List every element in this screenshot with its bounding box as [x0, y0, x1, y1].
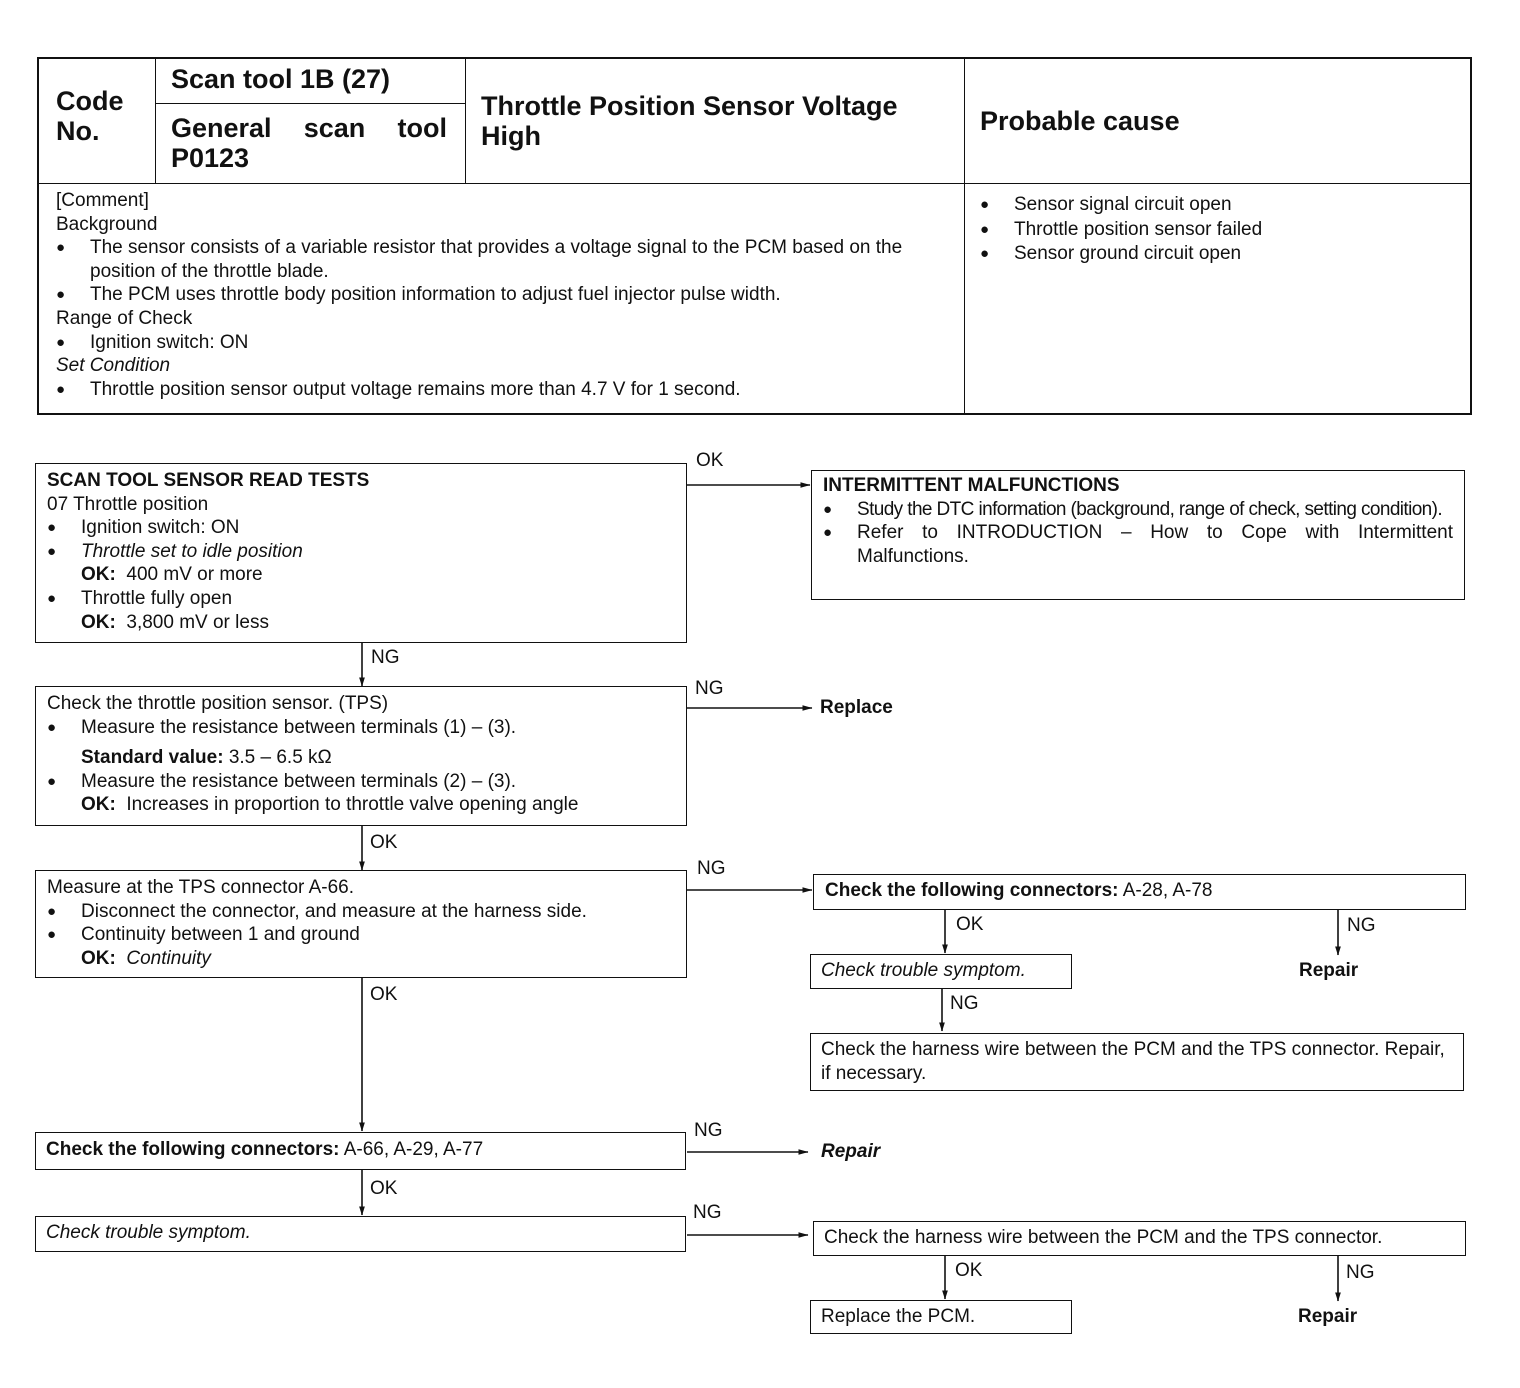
probable-cause-item: ● Sensor ground circuit open	[980, 242, 1450, 267]
scan-tool-code: Scan tool 1B (27)	[171, 64, 391, 94]
set-condition-item: ● Throttle position sensor output voltage remains more than 4.7 V for 1 second.	[56, 378, 948, 402]
trouble-symptom-right-box	[810, 954, 1072, 989]
background-item: ● The PCM uses throttle body position information to adjust fuel injector pulse width.	[56, 283, 948, 307]
connectors-a66-box	[35, 1132, 686, 1170]
tps-connector-box	[35, 870, 687, 978]
ok-label: OK	[370, 832, 398, 853]
background-heading: Background	[56, 213, 158, 235]
ok-label: OK	[370, 984, 398, 1005]
standard-value-label: Standard value:	[81, 747, 224, 769]
ng-label: NG	[1347, 915, 1376, 936]
ok-criterion-value: Continuity	[126, 947, 211, 969]
ok-label: OK	[696, 450, 724, 471]
connectors-value: A-66, A-29, A-77	[343, 1139, 484, 1160]
intermittent-malfunctions-box	[811, 470, 1465, 600]
scan-tool-test-box	[35, 463, 687, 643]
range-item: ● Ignition switch: ON	[56, 331, 948, 355]
comment-label: [Comment]	[56, 190, 149, 211]
tps-connector-title: Measure at the TPS connector A-66.	[47, 877, 354, 898]
harness-check-bottom-box	[813, 1221, 1466, 1256]
repair-result: Repair	[821, 1141, 881, 1162]
tps-check-title: Check the throttle position sensor. (TPS)	[47, 693, 389, 714]
ng-label: NG	[694, 1120, 723, 1141]
set-condition-heading: Set Condition	[56, 355, 171, 377]
ok-criterion-value: 3,800 mV or less	[126, 611, 269, 633]
ng-label: NG	[693, 1202, 722, 1223]
connectors-a28-box	[813, 874, 1466, 910]
replace-result: Replace	[820, 697, 893, 718]
ok-label: OK	[956, 914, 984, 935]
ng-label: NG	[695, 678, 724, 699]
ok-criterion-label: OK:	[81, 564, 116, 586]
page-title: Throttle Position Sensor Voltage High	[481, 91, 898, 151]
ok-criterion-value: Increases in proportion to throttle valve opening angle	[126, 794, 579, 816]
probable-cause-item: ● Throttle position sensor failed	[980, 218, 1450, 243]
ng-label: NG	[697, 858, 726, 879]
scan-test-item: 07 Throttle position	[47, 493, 209, 515]
tps-connector-step: ● Disconnect the connector, and measure at the harness side.	[47, 900, 676, 924]
ok-label: OK	[370, 1178, 398, 1199]
intermittent-title: INTERMITTENT MALFUNCTIONS	[823, 475, 1120, 496]
tps-check-box	[35, 686, 687, 826]
trouble-symptom-bottom-box	[35, 1216, 686, 1252]
scan-test-fully-open: ● Throttle fully open	[47, 587, 676, 611]
harness-check-text: Check the harness wire between the PCM and the TPS connector.	[824, 1227, 1383, 1248]
scan-test-ignition: ● Ignition switch: ON	[47, 516, 676, 540]
general-scan-tool-code: General scan tool P0123	[171, 113, 447, 173]
intermittent-item: ● Refer to INTRODUCTION – How to Cope with Intermittent Malfunctions.	[823, 521, 1453, 568]
harness-check-right-box	[810, 1033, 1464, 1091]
background-item: ● The sensor consists of a variable resistor that provides a voltage signal to the PCM based on the position of the throttle blade.	[56, 236, 948, 283]
connectors-label: Check the following connectors:	[46, 1139, 340, 1160]
tps-measure-2: ● Measure the resistance between terminals (2) – (3).	[47, 770, 676, 794]
ok-label: OK	[955, 1260, 983, 1281]
ok-criterion-value: 400 mV or more	[126, 564, 263, 586]
ok-criterion-label: OK:	[81, 611, 116, 633]
ng-label: NG	[371, 647, 400, 668]
tps-measure-1: ● Measure the resistance between terminals (1) – (3).	[47, 716, 676, 740]
ng-label: NG	[950, 993, 979, 1014]
repair-result: Repair	[1299, 960, 1359, 981]
tps-connector-step: ● Continuity between 1 and ground	[47, 923, 676, 947]
trouble-symptom-text: Check trouble symptom.	[46, 1222, 251, 1243]
connectors-value: A-28, A-78	[1122, 880, 1213, 901]
ok-criterion-label: OK:	[81, 794, 116, 816]
ok-criterion-label: OK:	[81, 947, 116, 969]
replace-pcm-text: Replace the PCM.	[821, 1306, 976, 1327]
probable-cause-heading: Probable cause	[980, 106, 1180, 136]
intermittent-item: ● Study the DTC information (background, range of check, setting condition).	[823, 498, 1453, 522]
connectors-label: Check the following connectors:	[825, 880, 1119, 901]
ng-label: NG	[1346, 1262, 1375, 1283]
range-heading: Range of Check	[56, 307, 193, 329]
scan-test-idle: ● Throttle set to idle position	[47, 540, 676, 564]
probable-cause-item: ● Sensor signal circuit open	[980, 193, 1450, 218]
code-no-label: Code No.	[56, 86, 124, 146]
scan-test-title: SCAN TOOL SENSOR READ TESTS	[47, 470, 370, 491]
trouble-symptom-text: Check trouble symptom.	[821, 960, 1026, 981]
replace-pcm-box	[810, 1300, 1072, 1334]
standard-value: 3.5 – 6.5 kΩ	[228, 747, 332, 769]
harness-check-text: Check the harness wire between the PCM and the TPS connector. Repair, if necessary.	[821, 1039, 1445, 1084]
repair-result: Repair	[1298, 1306, 1358, 1327]
